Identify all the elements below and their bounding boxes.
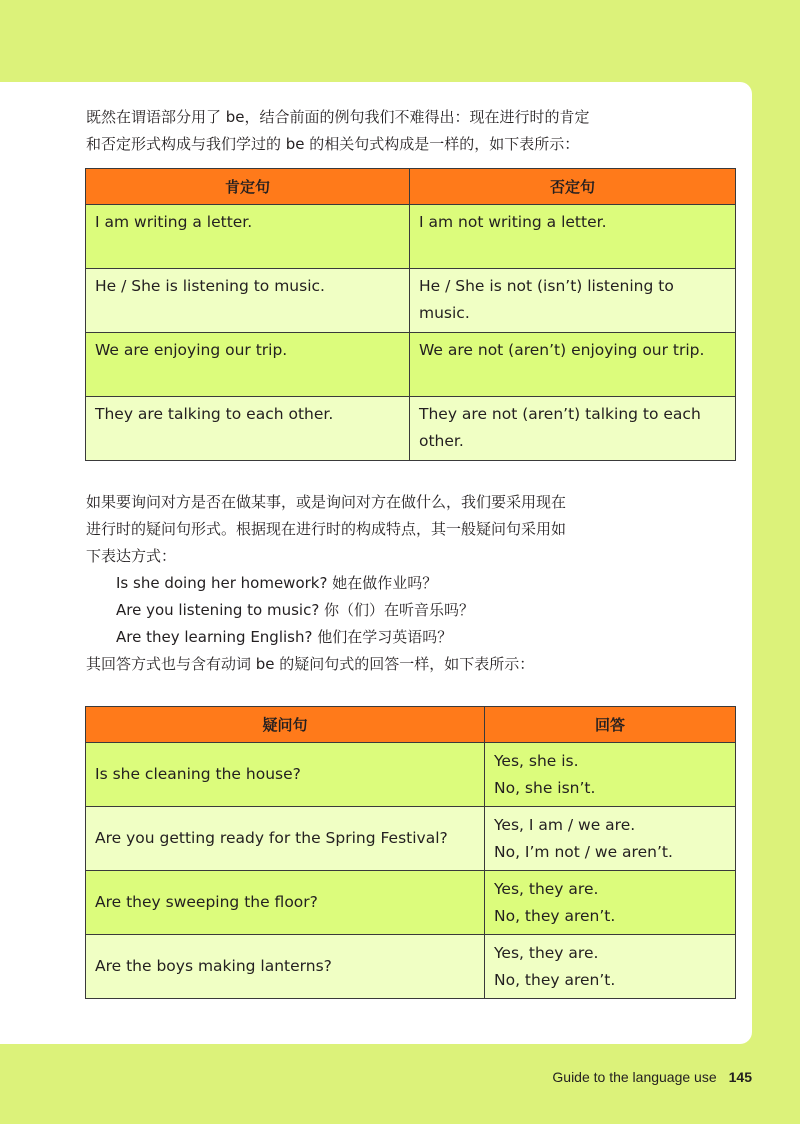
page-footer bbox=[552, 1069, 752, 1085]
question-paragraph bbox=[86, 489, 686, 678]
question-cell: Are the boys making lanterns? bbox=[86, 935, 485, 999]
answer-no: No, they aren’t. bbox=[494, 970, 616, 989]
intro-paragraph bbox=[86, 104, 686, 158]
answer-no: No, they aren’t. bbox=[494, 906, 616, 925]
negative-cell: They are not (aren’t) talking to each other. bbox=[410, 397, 736, 461]
affirmative-cell: We are enjoying our trip. bbox=[86, 333, 410, 397]
answer-yes: Yes, I am / we are. bbox=[494, 815, 636, 834]
question-answer-table bbox=[85, 706, 736, 999]
table-row bbox=[86, 205, 736, 269]
answer-yes: Yes, they are. bbox=[494, 879, 599, 898]
negative-cell: He / She is not (isn’t) listening to music. bbox=[410, 269, 736, 333]
header-answer: 回答 bbox=[485, 707, 736, 743]
table-row bbox=[86, 743, 736, 807]
answer-cell bbox=[485, 807, 736, 871]
table-row bbox=[86, 935, 736, 999]
section-title: Guide to the language use bbox=[552, 1069, 717, 1085]
header-question: 疑问句 bbox=[86, 707, 485, 743]
example-sentence: Are you listening to music? 你（们）在听音乐吗？ bbox=[116, 601, 475, 619]
table-row bbox=[86, 269, 736, 333]
header-affirmative: 肯定句 bbox=[86, 169, 410, 205]
paragraph-line: 如果要询问对方是否在做某事，或是询问对方在做什么，我们要采用现在 bbox=[86, 493, 567, 511]
question-cell: Is she cleaning the house? bbox=[86, 743, 485, 807]
question-cell: Are you getting ready for the Spring Festival? bbox=[86, 807, 485, 871]
affirmative-cell: I am writing a letter. bbox=[86, 205, 410, 269]
answer-yes: Yes, they are. bbox=[494, 943, 599, 962]
page-number: 145 bbox=[728, 1069, 752, 1085]
header-negative: 否定句 bbox=[410, 169, 736, 205]
negative-cell: We are not (aren’t) enjoying our trip. bbox=[410, 333, 736, 397]
answer-no: No, she isn’t. bbox=[494, 778, 596, 797]
intro-line: 既然在谓语部分用了 be，结合前面的例句我们不难得出：现在进行时的肯定 bbox=[86, 108, 590, 126]
affirmative-negative-table bbox=[85, 168, 736, 461]
table-row bbox=[86, 871, 736, 935]
intro-line: 和否定形式构成与我们学过的 be 的相关句式构成是一样的，如下表所示： bbox=[86, 135, 580, 153]
negative-cell: I am not writing a letter. bbox=[410, 205, 736, 269]
table-row bbox=[86, 397, 736, 461]
answer-cell bbox=[485, 935, 736, 999]
affirmative-cell: They are talking to each other. bbox=[86, 397, 410, 461]
paragraph-line: 进行时的疑问句形式。根据现在进行时的构成特点，其一般疑问句采用如 bbox=[86, 520, 567, 538]
question-cell: Are they sweeping the floor? bbox=[86, 871, 485, 935]
closing-line: 其回答方式也与含有动词 be 的疑问句式的回答一样，如下表所示： bbox=[86, 655, 535, 673]
answer-cell bbox=[485, 743, 736, 807]
answer-yes: Yes, she is. bbox=[494, 751, 579, 770]
answer-no: No, I’m not / we aren’t. bbox=[494, 842, 673, 861]
affirmative-cell: He / She is listening to music. bbox=[86, 269, 410, 333]
answer-cell bbox=[485, 871, 736, 935]
example-sentence: Is she doing her homework? 她在做作业吗？ bbox=[116, 574, 438, 592]
paragraph-line: 下表达方式： bbox=[86, 547, 177, 565]
table-row bbox=[86, 333, 736, 397]
example-sentence: Are they learning English? 他们在学习英语吗？ bbox=[116, 628, 453, 646]
table-row bbox=[86, 807, 736, 871]
